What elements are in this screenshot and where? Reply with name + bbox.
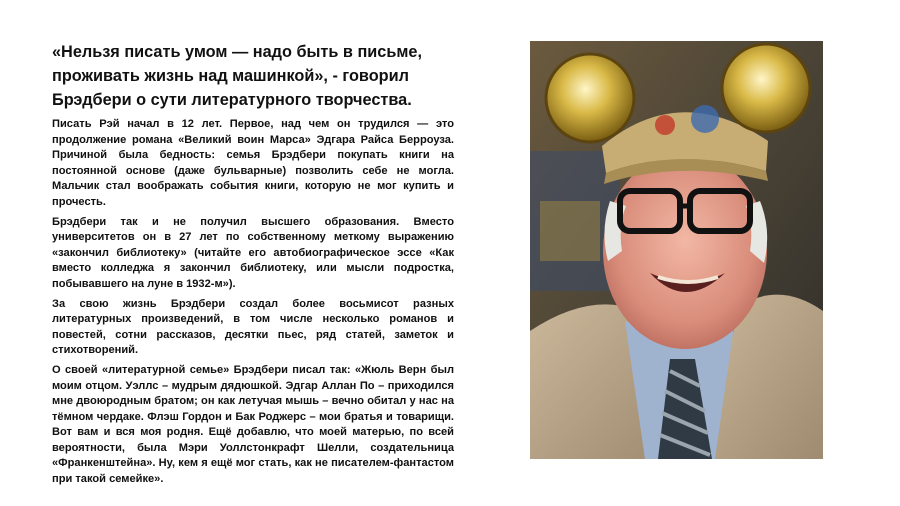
article-body	[52, 117, 454, 492]
paragraph-works: За свою жизнь Брэдбери создал более восьмисот разных литературных произведений, в том числе несколько романов и повестей, сотни рассказов, десятки пьес, ряд статей, заметок и стихотворений.	[52, 297, 454, 357]
paragraph-childhood: Писать Рэй начал в 12 лет. Первое, над чем он трудился — это продолжение романа «Великий воин Марса» Эдгара Райса Берроуза. Причиной была бедность: семья Брэдбери покупать книги на постоянной основе (даже бульварные) позволить себе не могла. Мальчик стал воображать события книги, которую не мог купить и прочесть.	[52, 118, 454, 208]
portrait-photo	[530, 41, 823, 459]
paragraph-education: Брэдбери так и не получил высшего образования. Вместо университетов он в 27 лет по собственному меткому выражению «закончил библиотеку» (читайте его автобиографическое эссе «Как вместо колледжа я закончил библиотеку, или мысли подростка, побывавшего на луне в 1932-м»).	[52, 215, 454, 290]
page-quote: «Нельзя писать умом — надо быть в письме, проживать жизнь над машинкой», - говорил Брэдбери о сути литературного творчества.	[52, 43, 422, 109]
paragraph-literary-family: О своей «литературной семье» Брэдбери писал так: «Жюль Верн был моим отцом. Уэллс – мудрым дядюшкой. Эдгар Аллан По – приходился мне двоюродным братом; он как летучая мышь – вечно обитал у нас на тёмном чердаке. Флэш Гордон и Бак Роджерс – мои братья и товарищи. Вот вам и вся моя родня. Ещё добавлю, что моей матерью, по всей вероятности, была Мэри Уоллстонкрафт Шелли, создательница «Франкенштейна». Ну, кем я ещё мог стать, как не писателем-фантастом при такой семейке».	[52, 363, 454, 486]
portrait-illustration	[530, 41, 823, 459]
